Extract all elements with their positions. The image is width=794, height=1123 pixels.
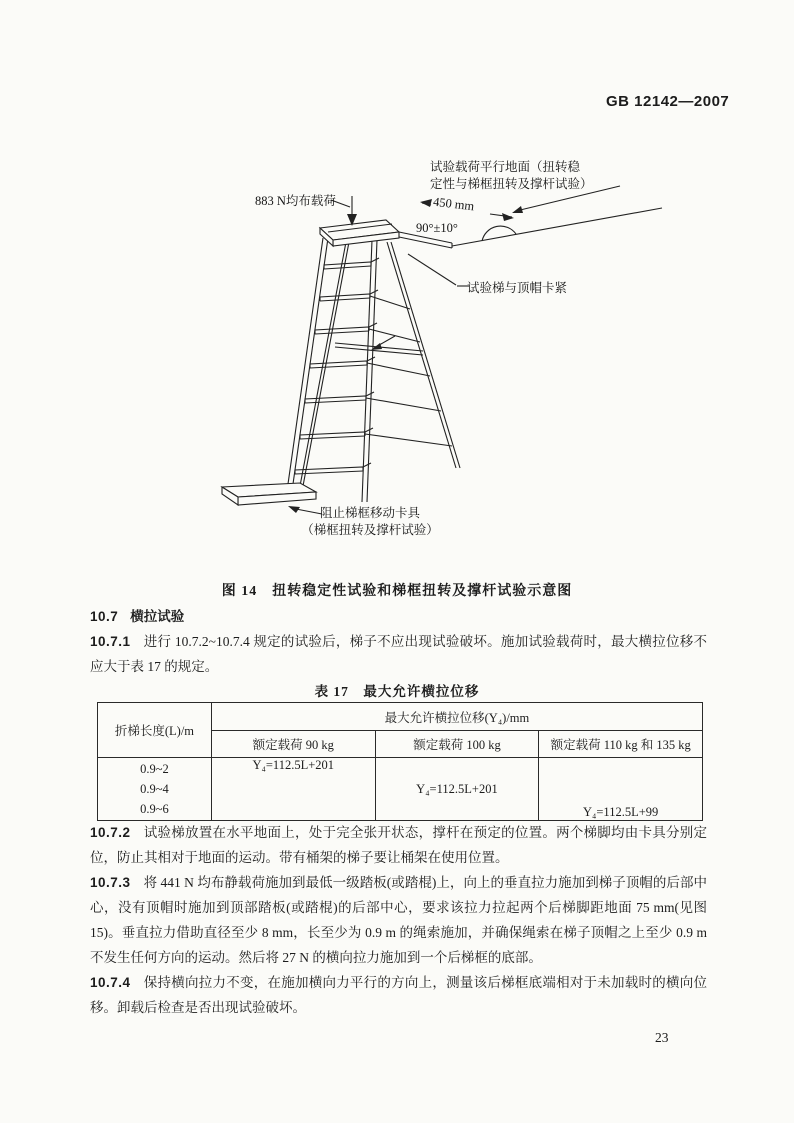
section-heading-10-7 [90,604,707,629]
paragraph-number: 10.7.3 [90,875,131,890]
cap-clamp-leader [408,254,469,286]
length-value: 0.9~6 [140,802,169,816]
paragraph-10-7-1 [90,629,707,679]
side-braces [365,296,452,446]
table-header-group: 最大允许横拉位移(Y₄)/mm [211,703,702,731]
standard-code: GB 12142—2007 [606,93,730,110]
label-angle: 90°±10° [416,221,458,235]
table-header-load90: 额定载荷 90 kg [211,731,375,758]
page-number: 23 [655,1030,669,1045]
paragraph-number: 10.7.1 [90,634,131,649]
label-450mm: 450 mm [432,194,476,214]
label-test-load-line2: 定性与梯框扭转及撑杆试验） [430,176,593,191]
table-header-load100: 额定载荷 100 kg [375,731,539,758]
angle-arc [482,226,516,241]
paragraph-text: 进行 10.7.2~10.7.4 规定的试验后，梯子不应出现试验破坏。施加试验载荷时，最大横拉位移不应大于表 17 的规定。 [90,634,707,674]
section-title: 横拉试验 [130,609,185,624]
table-cell-formula-90: Y₄=112.5L+201 [211,758,375,821]
paragraph-text: 将 441 N 均布静载荷施加到最低一级踏板(或踏棍)上，向上的垂直拉力施加到梯子顶帽的后部中心，没有顶帽时施加到顶部踏板(或踏棍)的后部中心，要求该拉力拉起两个后梯脚距地面 75 mm(见图 15)。垂直拉力借助直径至少 8 mm，长至少为 0.9 m 的绳索施加，并确保绳索在梯子顶帽之上至少 0.9 m 不发生任何方向的运动。然后将 27 N 的横向拉力施加到一个后梯框的底部。 [90,875,707,965]
paragraph-10-7-3 [90,870,707,970]
ladder-front-rails [286,238,377,502]
label-test-load-line1: 试验载荷平行地面（扭转稳 [430,160,581,174]
label-cap-clamp: 试验梯与顶帽卡紧 [467,281,568,295]
label-foot-clamp [288,505,452,538]
table-17-max-lateral-displacement [97,702,703,821]
table-cell-lengths [98,758,212,821]
section-number: 10.7 [90,609,119,624]
table-header-length: 折梯长度(L)/m [98,703,212,758]
paragraph-number: 10.7.4 [90,975,131,990]
label-foot-clamp-line2: （梯框扭转及撑杆试验） [301,522,439,537]
length-value: 0.9~2 [140,762,169,776]
ladder-back-legs [300,242,460,486]
table-header-load110-135: 额定载荷 110 kg 和 135 kg [539,731,703,758]
table-title: 表 17 最大允许横拉位移 [314,684,480,699]
table-cell-formula-110-135: Y₄=112.5L+99 [539,758,703,821]
paragraph-text: 试验梯放置在水平地面上，处于完全张开状态，撑杆在预定的位置。两个梯脚均由卡具分别定位，防止其相对于地面的运动。带有桶架的梯子要让桶架在使用位置。 [90,825,707,865]
pull-direction-line [452,208,662,246]
table-cell-formula-100: Y₄=112.5L+201 [375,758,539,821]
paragraph-10-7-2 [90,820,707,870]
figure-caption: 图 14 扭转稳定性试验和梯框扭转及撑杆试验示意图 [221,584,573,599]
length-value: 0.9~4 [140,782,169,796]
paragraph-text: 保持横向拉力不变，在施加横向力平行的方向上，测量该后梯框底端相对于未加载时的横向位移。卸载后检查是否出现试验破坏。 [90,975,707,1015]
label-test-load [430,159,593,192]
paragraph-10-7-4 [90,970,707,1020]
label-distributed-load: 883 N均布载荷 [255,194,336,208]
paragraph-number: 10.7.2 [90,825,131,840]
label-foot-clamp-line1: 阻止梯框移动卡具 [319,506,420,520]
